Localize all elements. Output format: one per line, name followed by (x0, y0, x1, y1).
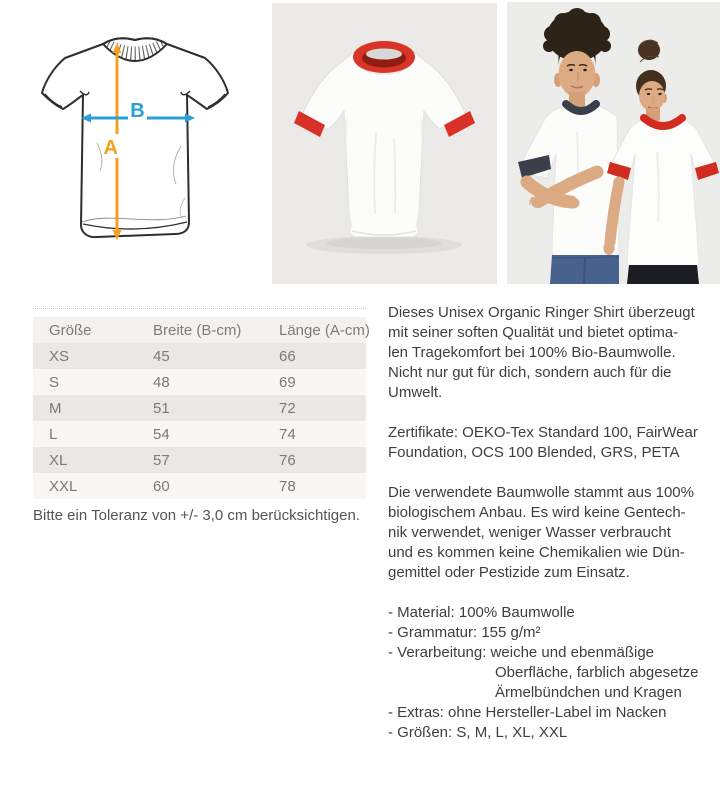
table-top-divider (33, 308, 366, 309)
size-table (33, 317, 370, 499)
col-header-size: Größe (49, 321, 92, 339)
size-table-header (33, 317, 370, 343)
measurement-diagram[interactable] (35, 28, 235, 248)
cotton-paragraph: Die verwendete Baumwolle stammt aus 100% biologischem Anbau. Es wird keine Gentech- nik verwendet, weniger Wasser verbraucht und es kommen keine Chemikalien wie Dün- gemittel oder Pestizide zum Einsatz. (388, 484, 694, 581)
certificates-paragraph: Zertifikate: OEKO-Tex Standard 100, FairWear Foundation, OCS 100 Blended, GRS, PETA (388, 424, 698, 461)
tshirt-outline (42, 38, 228, 237)
product-description (388, 303, 720, 763)
tshirt-measurement-drawing (35, 28, 235, 248)
table-row: XXL 60 78 (33, 473, 366, 499)
col-header-width: Breite (B-cm) (153, 321, 242, 339)
length-label: A (103, 137, 118, 159)
col-header-length: Länge (A-cm) (279, 321, 370, 339)
product-photo[interactable] (272, 3, 497, 284)
table-row: M 51 72 (33, 395, 366, 421)
shirt-body (302, 51, 466, 237)
table-row: L 54 74 (33, 421, 366, 447)
models-photo[interactable] (507, 2, 720, 284)
details-list: - Material: 100% Baumwolle - Grammatur: 155 g/m² - Verarbeitung: weiche und ebenmäßige Oberfläche, farblich abgesetze Ärmelbündchen und Kragen - Extras: ohne Hersteller-Label im Nacken - Größen: S, M, L, XL, XXL (388, 604, 699, 741)
models-wearing-shirts (507, 2, 720, 284)
table-row: S 48 69 (33, 369, 366, 395)
table-row: XL 57 76 (33, 447, 366, 473)
black-pants (627, 265, 699, 284)
table-row: XS 45 66 (33, 343, 366, 369)
ringer-shirt-photo (272, 3, 497, 284)
description-paragraph: Dieses Unisex Organic Ringer Shirt überzeugt mit seiner soften Qualität und bietet optima- len Tragekomfort bei 100% Bio-Baumwolle. Nicht nur gut für dich, sondern auch für die Umwelt. (388, 304, 695, 401)
width-label: B (130, 100, 145, 122)
collar-trim (353, 41, 415, 73)
tolerance-note: Bitte ein Toleranz von +/- 3,0 cm berücksichtigen. (33, 507, 360, 524)
